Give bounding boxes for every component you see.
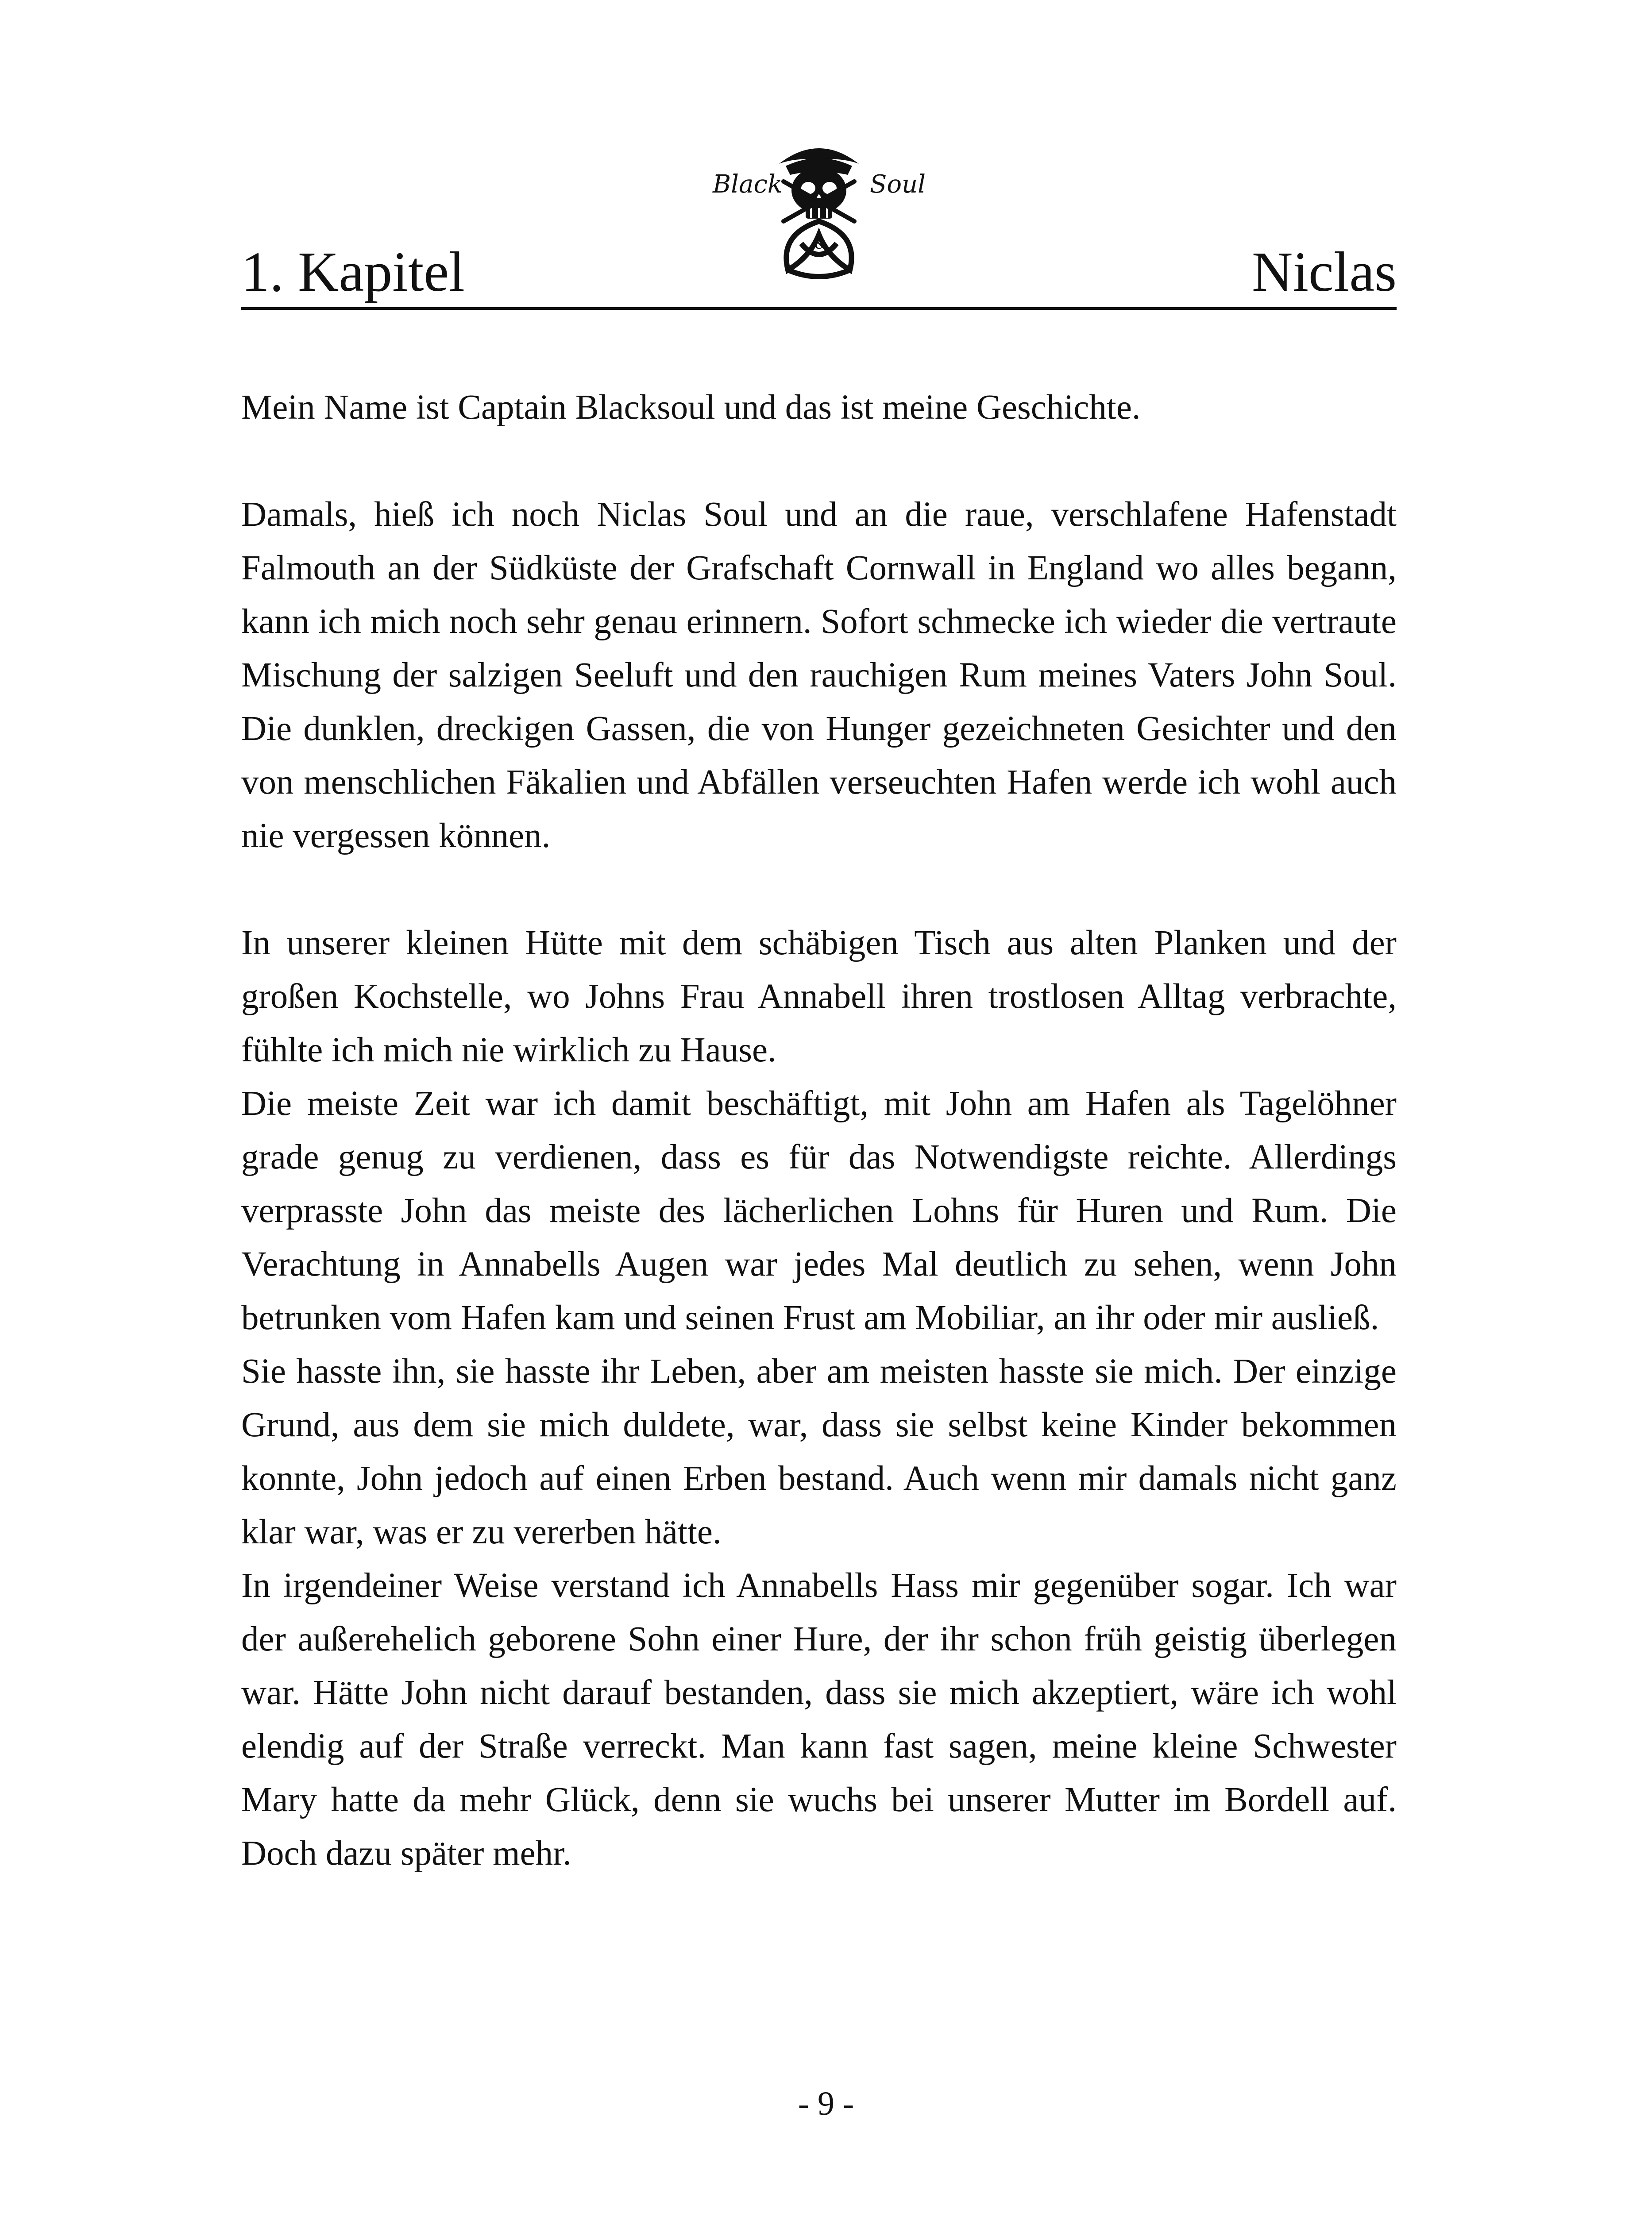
chapter-header [241, 124, 1397, 310]
chapter-title: Niclas [1252, 240, 1397, 303]
chapter-number: 1. Kapitel [241, 240, 465, 303]
header-divider [241, 307, 1397, 310]
pirate-skull-celtic-knot-icon [695, 133, 943, 283]
paragraph: In irgendeiner Weise verstand ich Annabells Hass mir gegenüber sogar. Ich war der außerehelich geborene Sohn einer Hure, der ihr schon früh geistig überlegen war. Hätte John nicht darauf bestanden, dass sie mich akzeptiert, wäre ich wohl elendig auf der Straße verreckt. Man kann fast sagen, meine kleine Schwester Mary hatte da mehr Glück, denn sie wuchs bei unserer Mutter im Bordell auf. Doch dazu später mehr. [241, 1566, 1397, 1873]
paragraph: Damals, hieß ich noch Niclas Soul und an die raue, verschlafene Hafenstadt Falmouth an der Südküste der Grafschaft Cornwall in England wo alles begann, kann ich mich noch sehr genau erinnern. Sofort schmecke ich wieder die vertraute Mischung der salzigen Seeluft und den rauchigen Rum meines Vaters John Soul. Die dunklen, dreckigen Gassen, die von Hunger gezeichneten Gesichter und den von menschlichen Fäkalien und Abfällen verseuchten Hafen werde ich wohl auch nie vergessen können. [241, 495, 1397, 855]
logo-ampersand: & [814, 237, 826, 252]
paragraph: Sie hasste ihn, sie hasste ihr Leben, aber am meisten hasste sie mich. Der einzige Grund, aus dem sie mich duldete, war, dass sie selbst keine Kinder bekommen konnte, John jedoch auf einen Erben bestand. Auch wenn mir damals nicht ganz klar war, was er zu vererben hätte. [241, 1352, 1397, 1551]
paragraph: In unserer kleinen Hütte mit dem schäbigen Tisch aus alten Planken und der großen Kochstelle, wo Johns Frau Annabell ihren trostlosen Alltag verbrachte, fühlte ich mich nie wirklich zu Hause. [241, 924, 1397, 1069]
logo-text-right: Soul [870, 170, 926, 199]
logo-text-left: Black [713, 170, 783, 199]
black-soul-logo [695, 133, 943, 283]
paragraph: Die meiste Zeit war ich damit beschäftigt, mit John am Hafen als Tagelöhner grade genug zu verdienen, dass es für das Notwendigste reichte. Allerdings verprasste John das meiste des lächerlichen Lohns für Huren und Rum. Die Verachtung in Annabells Augen war jedes Mal deutlich zu sehen, wenn John betrunken vom Hafen kam und seinen Frust am Mobiliar, an ihr oder mir ausließ. [241, 1084, 1397, 1337]
paragraph: Mein Name ist Captain Blacksoul und das ist meine Geschichte. [241, 388, 1141, 427]
page-number: - 9 - [798, 2085, 854, 2122]
chapter-body [241, 381, 1397, 1880]
